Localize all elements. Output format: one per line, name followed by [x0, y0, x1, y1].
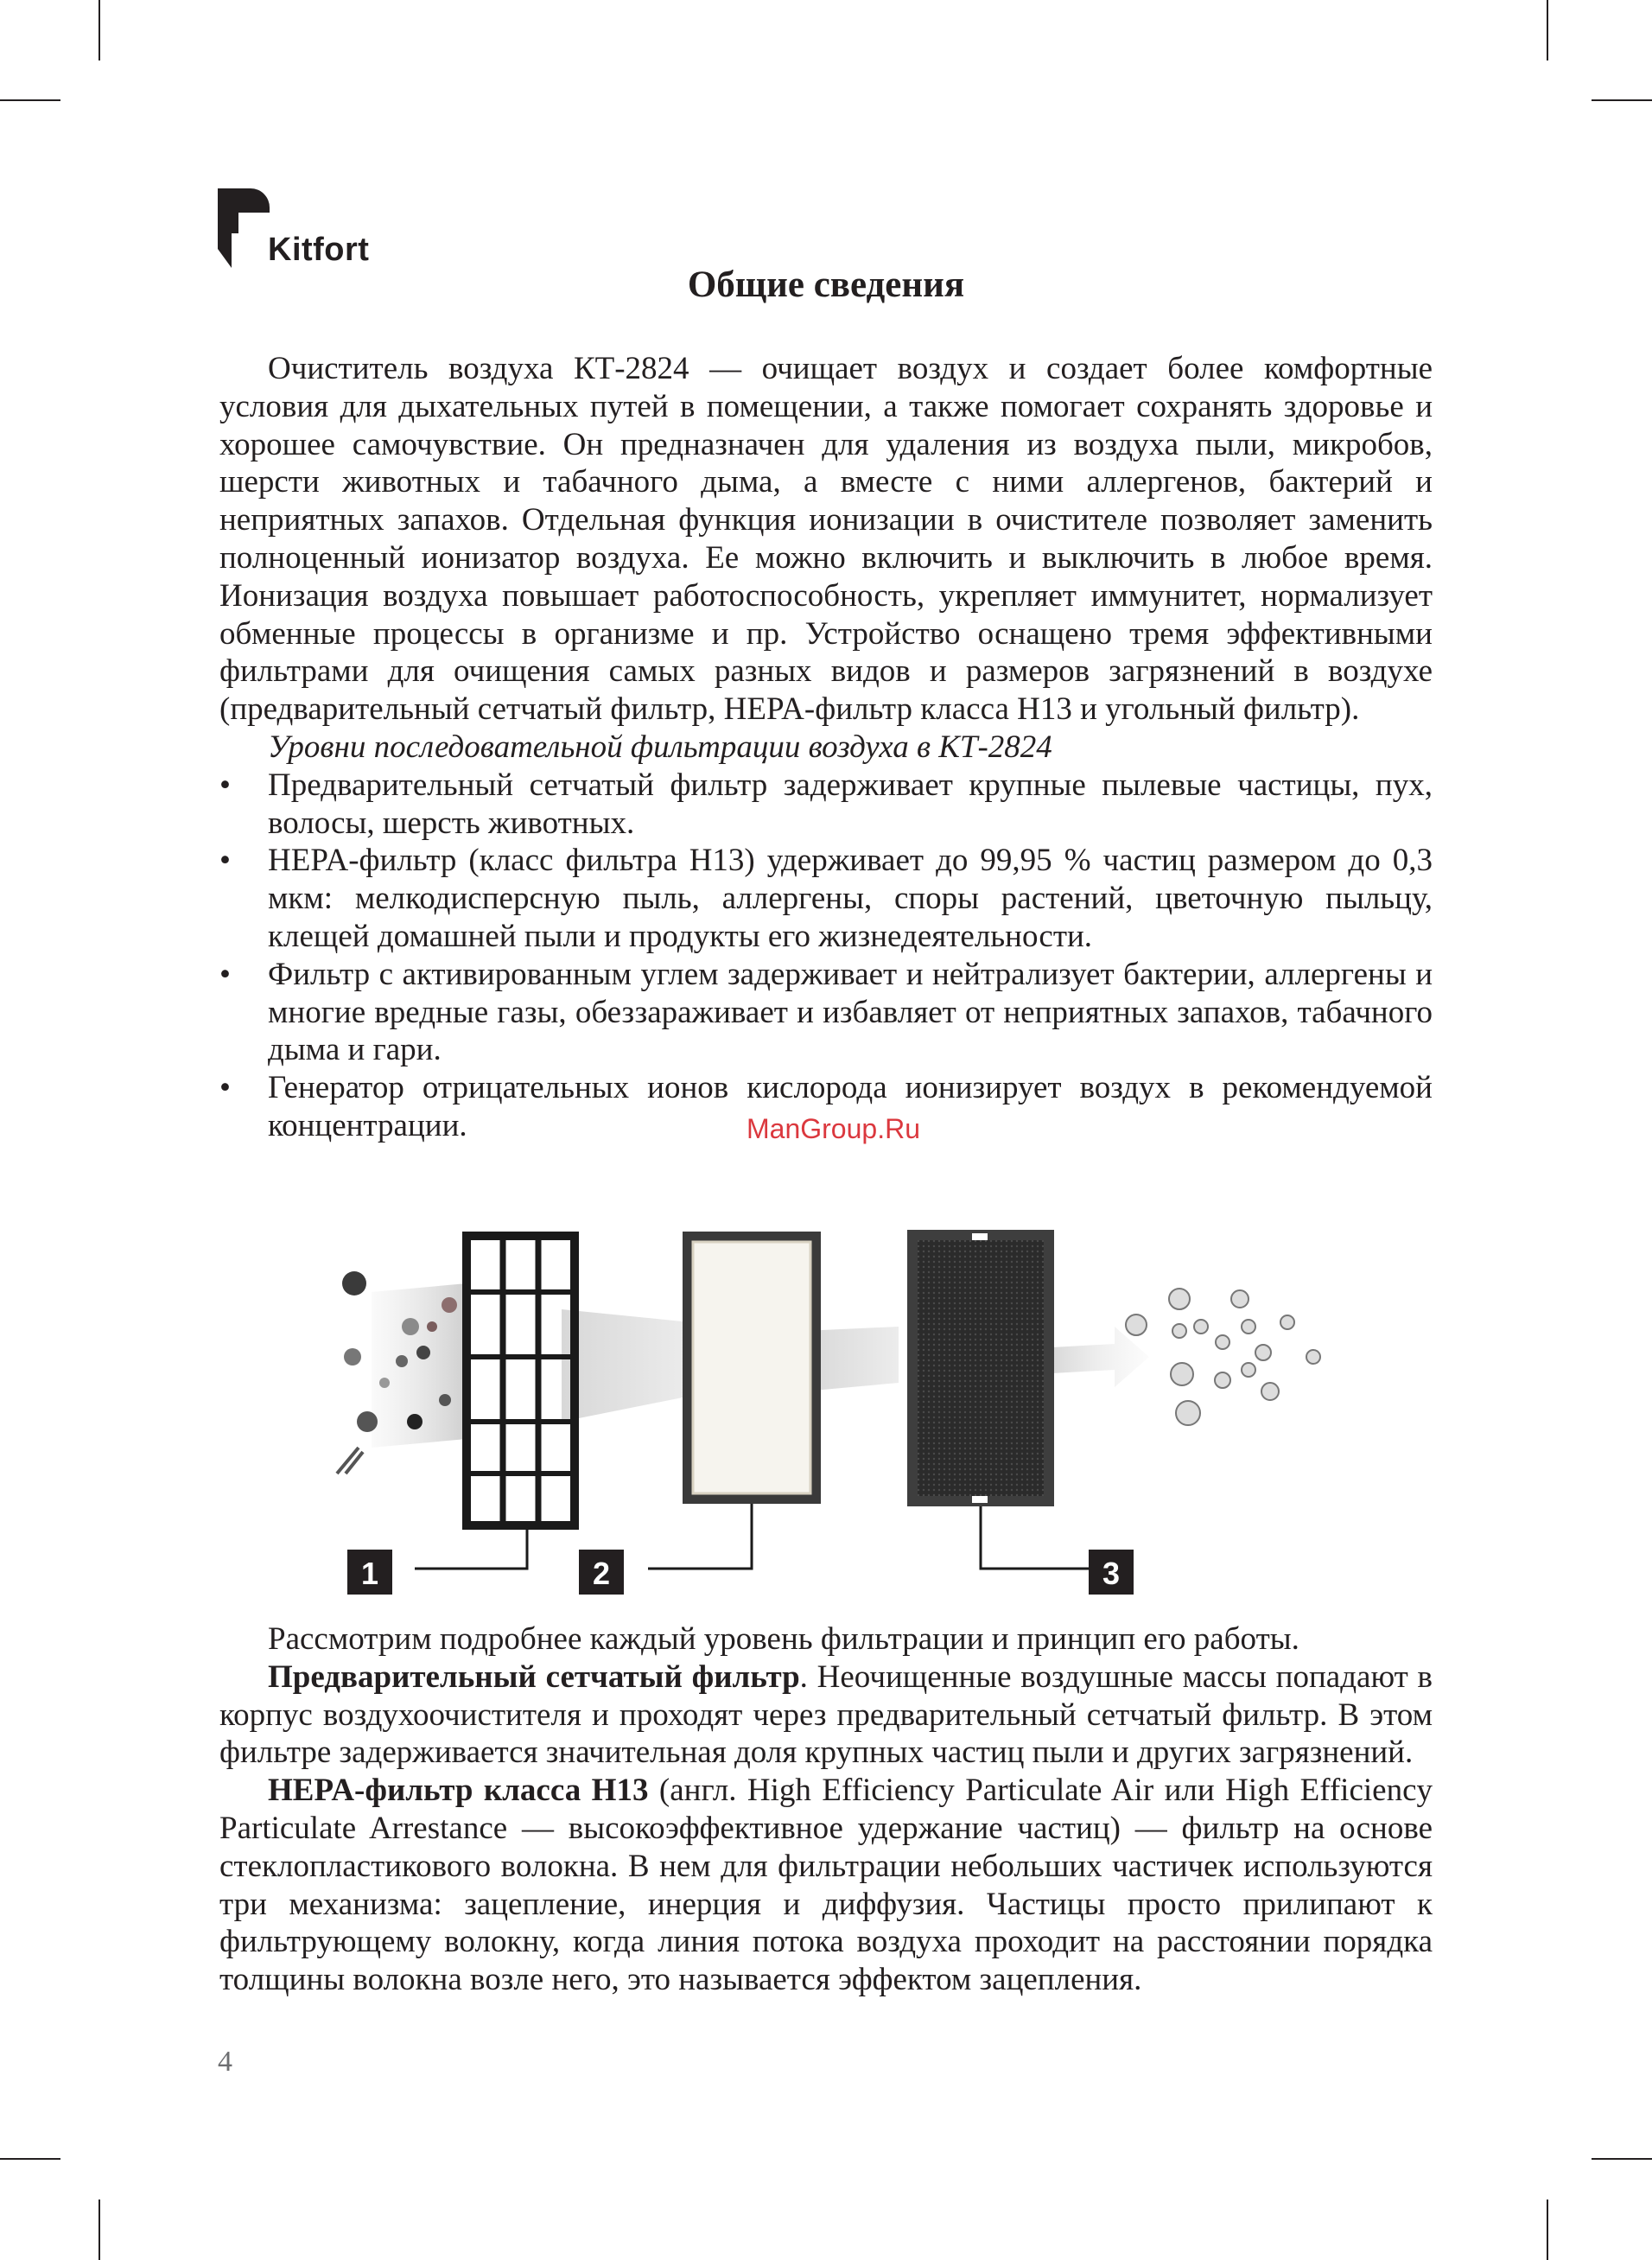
callout-line: [415, 1525, 527, 1569]
prefilter-term: Предварительный сетчатый фильтр: [268, 1658, 800, 1695]
intro-paragraph: Очиститель воздуха КТ-2824 — очищает воздух и создает более комфортные условия для дыхательных путей в помещении, а также помогает сохранять здоровье и хорошее самочувствие. Он предназначен для удаления из воздуха пыли, микробов, шерсти животных и табачного дыма, а вместе с ними аллергенов, бактерий и неприятных запахов. Отдельная функция ионизации в очистителе позволяет заменить полноценный ионизатор воздуха. Ее можно включить и выключить в любое время. Ионизация воздуха повышает работоспособность, укрепляет иммунитет, нормализует обменные процессы в организме и пр. Устройство оснащено тремя эффективными фильтрами для очищения самых разных видов и размеров загрязнений в воздухе (предварительный сетчатый фильтр, HEPA-фильтр класса H13 и угольный фильтр).: [219, 351, 1433, 728]
crop-mark: [1547, 0, 1548, 60]
callout-line: [981, 1506, 1089, 1569]
filtration-illustration: [320, 1197, 1357, 1612]
label-2: 2: [592, 1556, 611, 1591]
consider-paragraph: Рассмотрим подробнее каждый уровень фильтрации и принцип его работы.: [268, 1621, 1299, 1657]
list-item: • Генератор отрицательных ионов кислорода ионизирует воздух в рекомендуемой концентрации.: [219, 1069, 1433, 1145]
levels-heading: Уровни последовательной фильтрации воздуха в КТ-2824: [268, 729, 1052, 765]
list-item: • HEPA-фильтр (класс фильтра H13) удерживает до 99,95 % частиц размером до 0,3 мкм: мелкодисперсную пыль, аллергены, споры растений, цветочную пыльцу, клещей домашней пыли и продукты его жизнедеятельности.: [219, 842, 1433, 955]
crop-mark: [98, 0, 100, 60]
carbon-filter: [907, 1230, 1054, 1506]
hepa-text: (англ. High Efficiency Particulate Air или High Efficiency Particulate Arrestance — высокоэффективное удержание частиц) — фильтр на основе стеклопластикового волокна. В нем для фильтрации небольших частичек используются три механизма: зацепление, инерция и диффузия. Частицы просто прилипают к фильтрующему волокну, когда линия потока воздуха проходит на расстоянии порядка толщины волокна возле него, это называется эффектом зацепления.: [219, 1773, 1433, 1998]
kitfort-logo-icon: [218, 188, 270, 268]
page-number: 4: [218, 2046, 232, 2078]
page-title: Общие сведения: [687, 264, 965, 305]
brand-logo: [218, 188, 391, 275]
callout-line: [648, 1504, 752, 1569]
top-text-block: [219, 350, 1433, 1145]
crop-mark: [1592, 99, 1652, 101]
brand-name: Kitfort: [268, 232, 370, 268]
airflow-band: [562, 1309, 691, 1422]
crop-mark: [98, 2200, 100, 2260]
crop-mark: [1592, 2158, 1652, 2160]
filtration-diagram: [320, 1197, 1357, 1612]
filter-levels-list: [219, 767, 1433, 1145]
crop-mark: [0, 99, 60, 101]
hepa-paragraph: [219, 1772, 1433, 1999]
label-3: 3: [1102, 1556, 1121, 1591]
bottom-text-block: [219, 1620, 1433, 1999]
list-item: • Предварительный сетчатый фильтр задерживает крупные пылевые частицы, пух, волосы, шерсть животных.: [219, 767, 1433, 843]
hepa-filter: [683, 1232, 821, 1504]
prefilter-text: . Неочищенные воздушные массы попадают в корпус воздухоочистителя и проходят через предварительный сетчатый фильтр. В этом фильтре задерживается значительная доля крупных частиц пыли и других загрязнений.: [219, 1658, 1433, 1771]
label-1: 1: [360, 1556, 379, 1591]
watermark: ManGroup.Ru: [747, 1113, 920, 1144]
prefilter-paragraph: [219, 1658, 1433, 1772]
crop-mark: [0, 2158, 60, 2160]
prefilter-mesh: [467, 1236, 575, 1525]
list-item: • Фильтр с активированным углем задерживает и нейтрализует бактерии, аллергены и многие вредные газы, обеззараживает и избавляет от неприятных запахов, табачного дыма и гари.: [219, 956, 1433, 1069]
crop-mark: [1547, 2200, 1548, 2260]
clean-air-ions: [1126, 1289, 1320, 1425]
hepa-term: HEPA-фильтр класса H13: [268, 1773, 649, 1809]
